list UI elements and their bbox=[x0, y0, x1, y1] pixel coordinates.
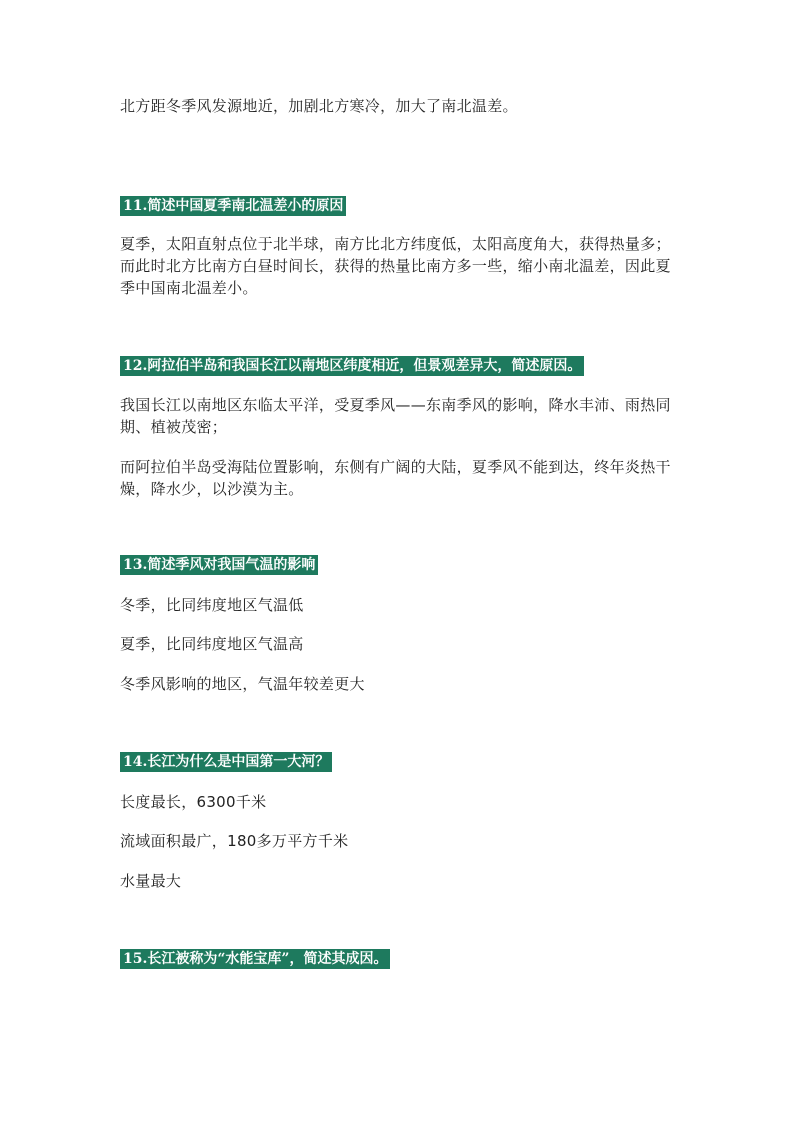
question-13-heading: 13.简述季风对我国气温的影响 bbox=[120, 555, 318, 575]
question-13-item-3: 冬季风影响的地区，气温年较差更大 bbox=[120, 675, 365, 693]
question-14-heading: 14.长江为什么是中国第一大河？ bbox=[120, 752, 332, 772]
question-15-heading: 15.长江被称为“水能宝库”，简述其成因。 bbox=[120, 949, 390, 969]
question-11-heading: 11.简述中国夏季南北温差小的原因 bbox=[120, 196, 346, 216]
question-11-answer: 夏季，太阳直射点位于北半球，南方比北方纬度低，太阳高度角大，获得热量多；而此时北方比南方白昼时间长，获得的热量比南方多一些，缩小南北温差，因此夏季中国南北温差小。 bbox=[120, 235, 671, 297]
question-12-heading: 12.阿拉伯半岛和我国长江以南地区纬度相近，但景观差异大，简述原因。 bbox=[120, 356, 584, 376]
question-14-item-2: 流域面积最广，180多万平方千米 bbox=[120, 832, 349, 850]
question-12-answer-2: 而阿拉伯半岛受海陆位置影响，东侧有广阔的大陆，夏季风不能到达，终年炎热干燥，降水少，以沙漠为主。 bbox=[120, 458, 671, 498]
question-13-item-2: 夏季，比同纬度地区气温高 bbox=[120, 635, 304, 653]
intro-paragraph: 北方距冬季风发源地近，加剧北方寒冷，加大了南北温差。 bbox=[120, 97, 518, 115]
question-14-item-1: 长度最长，6300千米 bbox=[120, 793, 267, 811]
question-14-item-3: 水量最大 bbox=[120, 872, 182, 890]
question-13-item-1: 冬季，比同纬度地区气温低 bbox=[120, 596, 304, 614]
question-12-answer-1: 我国长江以南地区东临太平洋，受夏季风——东南季风的影响，降水丰沛、雨热同期、植被茂密； bbox=[120, 396, 671, 436]
